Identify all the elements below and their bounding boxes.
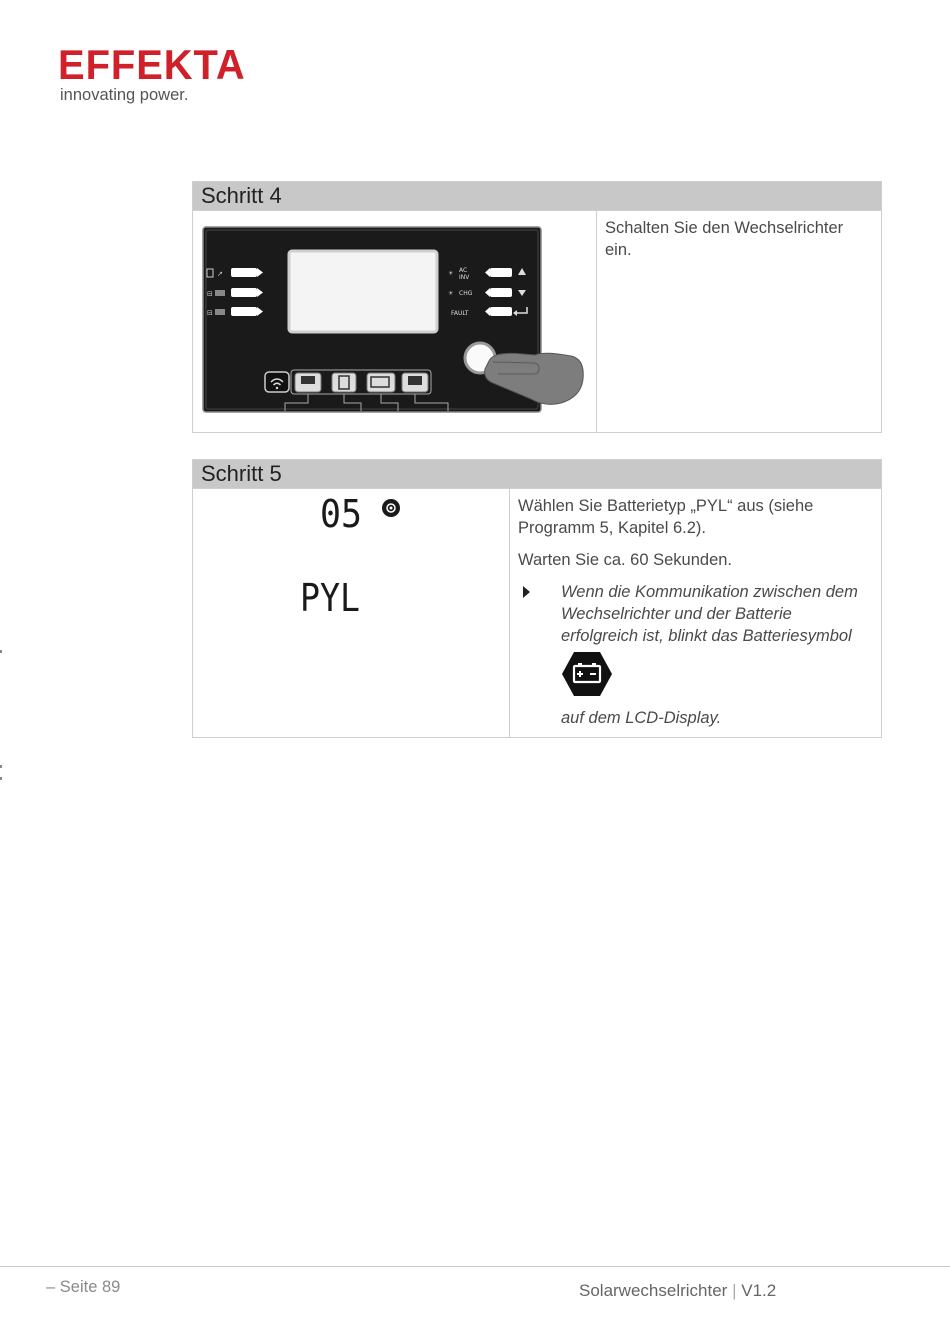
svg-text:↗: ↗ bbox=[217, 270, 223, 278]
label-ac: AC bbox=[459, 267, 468, 274]
step-5-table bbox=[192, 459, 882, 738]
lcd-battery-type: PYL bbox=[300, 576, 360, 620]
step-5-wait: Warten Sie ca. 60 Sekunden. bbox=[518, 551, 733, 569]
page-number: – Seite 89 bbox=[46, 1278, 121, 1296]
footer-divider bbox=[0, 1266, 950, 1267]
step-5-title: Schritt 5 bbox=[193, 460, 882, 489]
edge-mark bbox=[0, 650, 2, 653]
label-chg: CHG bbox=[459, 290, 473, 297]
bullet-text-end: auf dem LCD-Display. bbox=[561, 709, 722, 727]
step-5-text-cell bbox=[510, 489, 882, 738]
inverter-panel-illustration bbox=[193, 211, 593, 427]
step-4-image-cell bbox=[193, 211, 597, 433]
label-fault: FAULT bbox=[451, 310, 469, 317]
svg-text:⊟: ⊟ bbox=[207, 290, 213, 298]
step-4-title: Schritt 4 bbox=[193, 182, 882, 211]
svg-text:☀: ☀ bbox=[448, 270, 454, 277]
brand-tagline: innovating power. bbox=[60, 86, 189, 104]
battery-status-icon bbox=[561, 651, 873, 703]
brand-name: EFFEKTA bbox=[58, 41, 246, 88]
step-4-text: Schalten Sie den Wechselrichter ein. bbox=[597, 211, 882, 433]
settings-gear-icon bbox=[382, 499, 400, 517]
lcd-program-number: 05 bbox=[320, 492, 362, 536]
svg-text:☀: ☀ bbox=[448, 290, 454, 297]
edge-mark bbox=[0, 765, 2, 768]
step-4-table bbox=[192, 181, 882, 433]
bullet-triangle-icon bbox=[518, 581, 561, 729]
document-version: V1.2 bbox=[741, 1281, 777, 1300]
footer-separator: | bbox=[732, 1281, 737, 1300]
step-5-image-cell bbox=[193, 489, 510, 738]
step-5-instruction: Wählen Sie Batterietyp „PYL“ aus (siehe Programm 5, Kapitel 6.2). bbox=[518, 497, 814, 537]
brand-logo bbox=[58, 41, 256, 105]
svg-text:⊟: ⊟ bbox=[207, 309, 213, 317]
label-inv: INV bbox=[459, 274, 470, 281]
document-title: Solarwechselrichter bbox=[579, 1281, 728, 1300]
footer-doc-info bbox=[579, 1281, 776, 1301]
lcd-display-illustration bbox=[193, 489, 508, 727]
step-5-bullet bbox=[518, 581, 873, 729]
bullet-text: Wenn die Kommunikation zwischen dem Wechselrichter und der Batterie erfolgreich ist, blinkt das Batteriesymbol bbox=[561, 583, 858, 645]
edge-mark bbox=[0, 777, 2, 780]
